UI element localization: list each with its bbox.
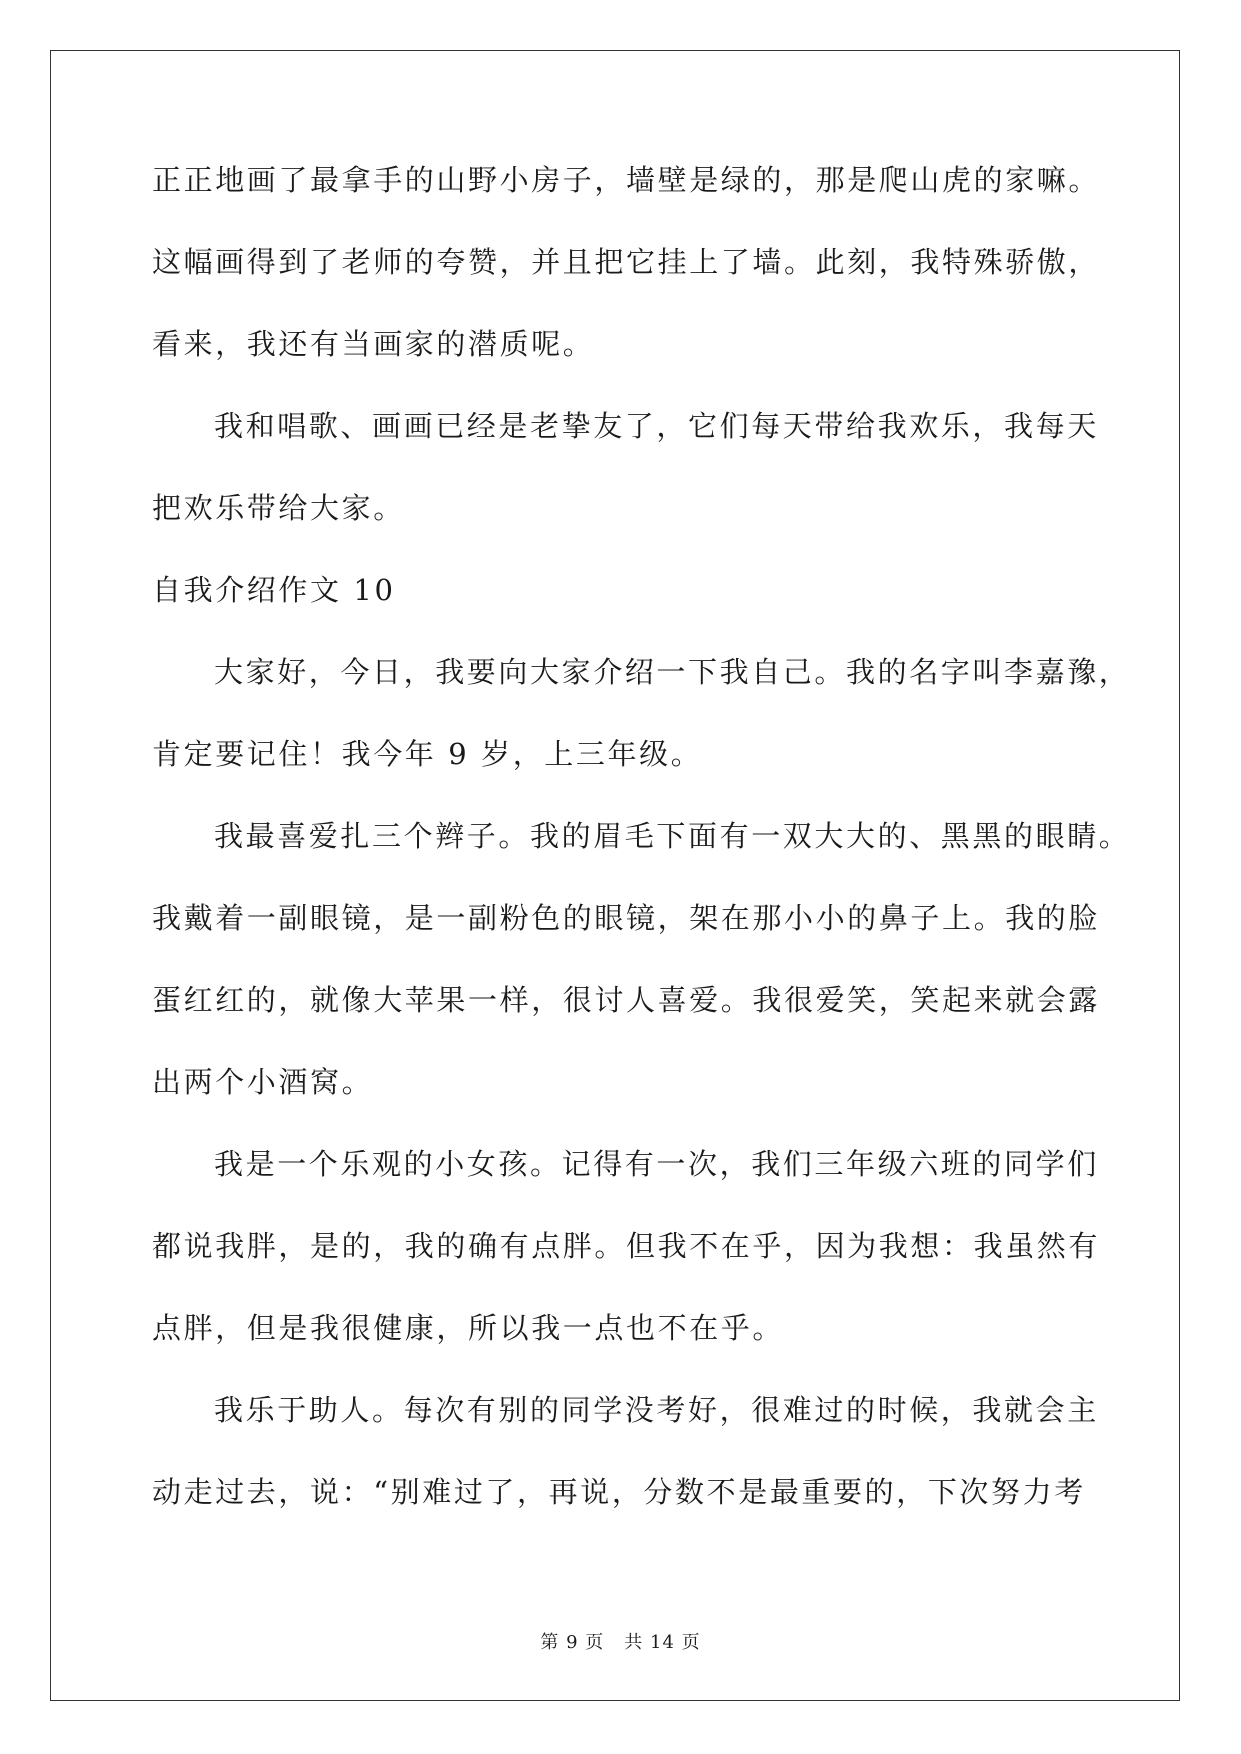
paragraph-start-line: 我最喜爱扎三个辫子。我的眉毛下面有一双大大的、黑黑的眼睛。 bbox=[214, 819, 1131, 853]
text-line: 正正地画了最拿手的山野小房子，墙壁是绿的，那是爬山虎的家嘛。 bbox=[152, 163, 1101, 197]
paragraph-start-line: 我乐于助人。每次有别的同学没考好，很难过的时候，我就会主 bbox=[214, 1393, 1099, 1427]
paragraph-start-line: 大家好，今日，我要向大家介绍一下我自己。我的名字叫李嘉豫， bbox=[214, 655, 1131, 689]
text-line: 这幅画得到了老师的夸赞，并且把它挂上了墙。此刻，我特殊骄傲， bbox=[152, 245, 1101, 279]
paragraph-start-line: 我和唱歌、画画已经是老挚友了，它们每天带给我欢乐，我每天 bbox=[214, 409, 1099, 443]
text-line: 动走过去，说：“别难过了，再说，分数不是最重要的，下次努力考 bbox=[152, 1475, 1086, 1509]
page-footer bbox=[0, 1628, 1241, 1654]
text-line: 肯定要记住！我今年 9 岁，上三年级。 bbox=[152, 737, 703, 771]
paragraph-start-line: 我是一个乐观的小女孩。记得有一次，我们三年级六班的同学们 bbox=[214, 1147, 1099, 1181]
page-number-total: 共 14 页 bbox=[624, 1632, 701, 1653]
document-body bbox=[152, 160, 1131, 1554]
text-line: 我戴着一副眼镜，是一副粉色的眼镜，架在那小小的鼻子上。我的脸 bbox=[152, 901, 1101, 935]
text-line: 出两个小酒窝。 bbox=[152, 1065, 374, 1099]
text-line: 蛋红红的，就像大苹果一样，很讨人喜爱。我很爱笑，笑起来就会露 bbox=[152, 983, 1101, 1017]
text-line: 点胖，但是我很健康，所以我一点也不在乎。 bbox=[152, 1311, 785, 1345]
text-line: 都说我胖，是的，我的确有点胖。但我不在乎，因为我想：我虽然有 bbox=[152, 1229, 1101, 1263]
section-heading: 自我介绍作文 10 bbox=[152, 573, 396, 607]
page-number-current: 第 9 页 bbox=[540, 1632, 605, 1653]
text-line: 看来，我还有当画家的潜质呢。 bbox=[152, 327, 595, 361]
text-line: 把欢乐带给大家。 bbox=[152, 491, 405, 525]
